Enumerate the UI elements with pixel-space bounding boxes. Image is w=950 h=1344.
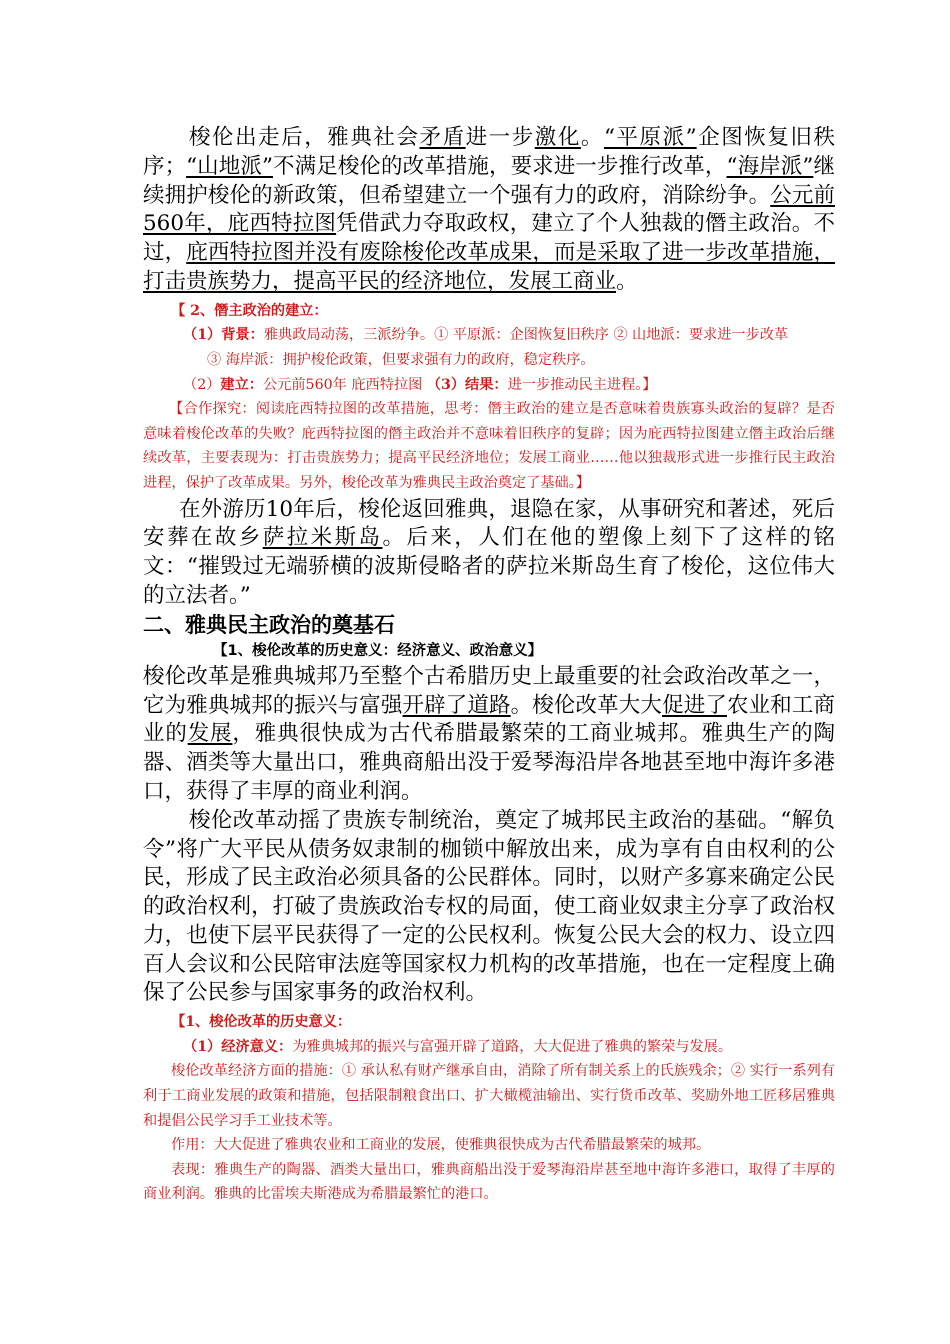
underlined-text: 公元前560年，庇西特拉图 <box>143 182 835 237</box>
underlined-text: 庇西特拉图并没有废除梭伦改革成果，而是采取了进一步改革措施，打击贵族势力，提高平民的经济地位，发展工商业 <box>143 240 835 294</box>
text-run: 。梭伦改革大大 <box>510 692 663 718</box>
underlined-text: “平原派” <box>603 125 697 150</box>
note-establishment <box>143 373 835 398</box>
text-run: 不满足梭伦的改革措施，要求进一步推行改革， <box>272 153 727 179</box>
text-run: 。 <box>580 125 604 150</box>
note-cooperative-inquiry: 【合作探究：阅读庇西特拉图的改革措施，思考：僭主政治的建立是否意味着贵族寡头政治的复辟？是否意味着梭伦改革的失败？庇西特拉图的僭主政治并不意味着旧秩序的复辟；因为庇西特拉图建立僭主政治后继续改革，主要表现为：打击贵族势力；提高平民经济地位；发展工商业……他以独裁形式进一步推行民主政治进程，保护了改革成果。另外，梭伦改革为雅典民主政治奠定了基础。】 <box>143 401 835 491</box>
note-economic <box>143 1035 835 1060</box>
note-background-line2: ③ 海岸派：拥护梭伦政策，但要求强有力的政府，稳定秩序。 <box>207 351 595 368</box>
note-measures: 梭伦改革经济方面的措施：① 承认私有财产继承自由，消除了所有制关系上的氏族残余；② 实行一系列有利于工商业发展的政策和措施，包括限制粮食出口、扩大橄榄油输出、实行货币改革、奖励外地工匠移居雅典和提倡公民学习手工业技术等。 <box>143 1063 835 1129</box>
note-tyranny <box>143 299 835 496</box>
text-run: 凭借武力夺取政权，建立了个人独裁的僭主政治。不过， <box>143 211 835 266</box>
note-manifestation: 表现：雅典生产的陶器、酒类大量出口，雅典商船出没于爱琴海沿岸甚至地中海许多港口，取得了丰厚的商业利润。雅典的比雷埃夫斯港成为希腊最繁忙的港口。 <box>143 1161 835 1203</box>
underlined-text: “山地派” <box>186 153 273 179</box>
paragraph-solon-return <box>143 496 835 611</box>
underlined-text: 发展 <box>187 721 233 747</box>
text-run: 继续拥护梭伦的新政策，但希望建立一个强有力的政府，消除纷争。 <box>143 153 835 208</box>
document-page <box>143 118 835 1207</box>
paragraph-tyranny-intro <box>143 124 835 297</box>
label: 建立： <box>220 376 263 393</box>
text-run: 为雅典城邦的振兴与富强开辟了道路，大大促进了雅典的繁荣与发展。 <box>292 1038 733 1055</box>
text-run: 农业和工商业的 <box>143 692 835 747</box>
paragraph-economic-significance <box>143 663 835 807</box>
note-background <box>143 323 835 348</box>
text-run: 梭伦出走后，雅典社会 <box>189 125 420 150</box>
text-run: 在外游历10年后，梭伦返回雅典，退隐在家，从事研究和著述，死后安葬在故乡 <box>143 496 835 551</box>
text-run: ，雅典很快成为古代希腊最繁荣的工商业城邦。雅典生产的陶器、酒类等大量出口，雅典商船出没于爱琴海沿岸各地甚至地中海许多港口，获得了丰厚的商业利润。 <box>143 721 835 804</box>
label: （1）背景： <box>183 327 264 344</box>
section-title: 二、雅典民主政治的奠基石 <box>143 612 395 637</box>
text-run: 雅典政局动荡，三派纷争。① 平原派：企图恢复旧秩序 ② 山地派：要求进一步改革 <box>263 327 789 344</box>
underlined-text: 激化 <box>534 125 581 150</box>
note-heading: 【 2、僭主政治的建立： <box>171 302 328 319</box>
section-subheading: 【1、梭伦改革的历史意义：经济意义、政治意义】 <box>213 642 543 659</box>
underlined-text: 萨拉米斯岛 <box>262 525 383 551</box>
note-significance <box>143 1010 835 1207</box>
underlined-text: 开辟了道路 <box>402 692 511 718</box>
underlined-text: 促进了 <box>662 692 727 718</box>
text-run: （2） <box>183 376 221 393</box>
text-run: 企图恢复旧秩序； <box>143 125 835 179</box>
label: （1）经济意义： <box>183 1038 293 1055</box>
text-run: 进一步推动民主进程。】 <box>507 376 657 393</box>
text-run: 梭伦改革是雅典城邦乃至整个古希腊历史上最重要的社会政治改革之一，它为雅典城邦的振兴与富强 <box>143 663 835 718</box>
note-heading: 【1、梭伦改革的历史意义： <box>171 1014 352 1031</box>
underlined-text: “海岸派” <box>726 153 814 179</box>
underlined-text: 矛盾 <box>419 125 466 150</box>
note-effect: 作用：大大促进了雅典农业和工商业的发展，使雅典很快成为古代希腊最繁荣的城邦。 <box>171 1137 711 1154</box>
text-run: 公元前560年 庇西特拉图 <box>262 376 427 393</box>
label: （3）结果： <box>426 376 508 393</box>
text-run: 。 <box>616 268 638 294</box>
text-run: 进一步 <box>465 125 535 150</box>
text-run: 。后来，人们在他的塑像上刻下了这样的铭文：“摧毁过无端骄横的波斯侵略者的萨拉米斯岛生育了梭伦，这位伟大的立法者。” <box>143 525 835 608</box>
paragraph-political-significance: 梭伦改革动摇了贵族专制统治，奠定了城邦民主政治的基础。“解负令”将广大平民从债务奴隶制的枷锁中解放出来，成为享有自由权利的公民，形成了民主政治必须具备的公民群体。同时，以财产多寡来确定公民的政治权利，打破了贵族政治专权的局面，使工商业奴隶主分享了政治权力，也使下层平民获得了一定的公民权利。恢复公民大会的权力、设立四百人会议和公民陪审法庭等国家权力机构的改革措施，也在一定程度上确保了公民参与国家事务的政治权利。 <box>143 807 835 1006</box>
